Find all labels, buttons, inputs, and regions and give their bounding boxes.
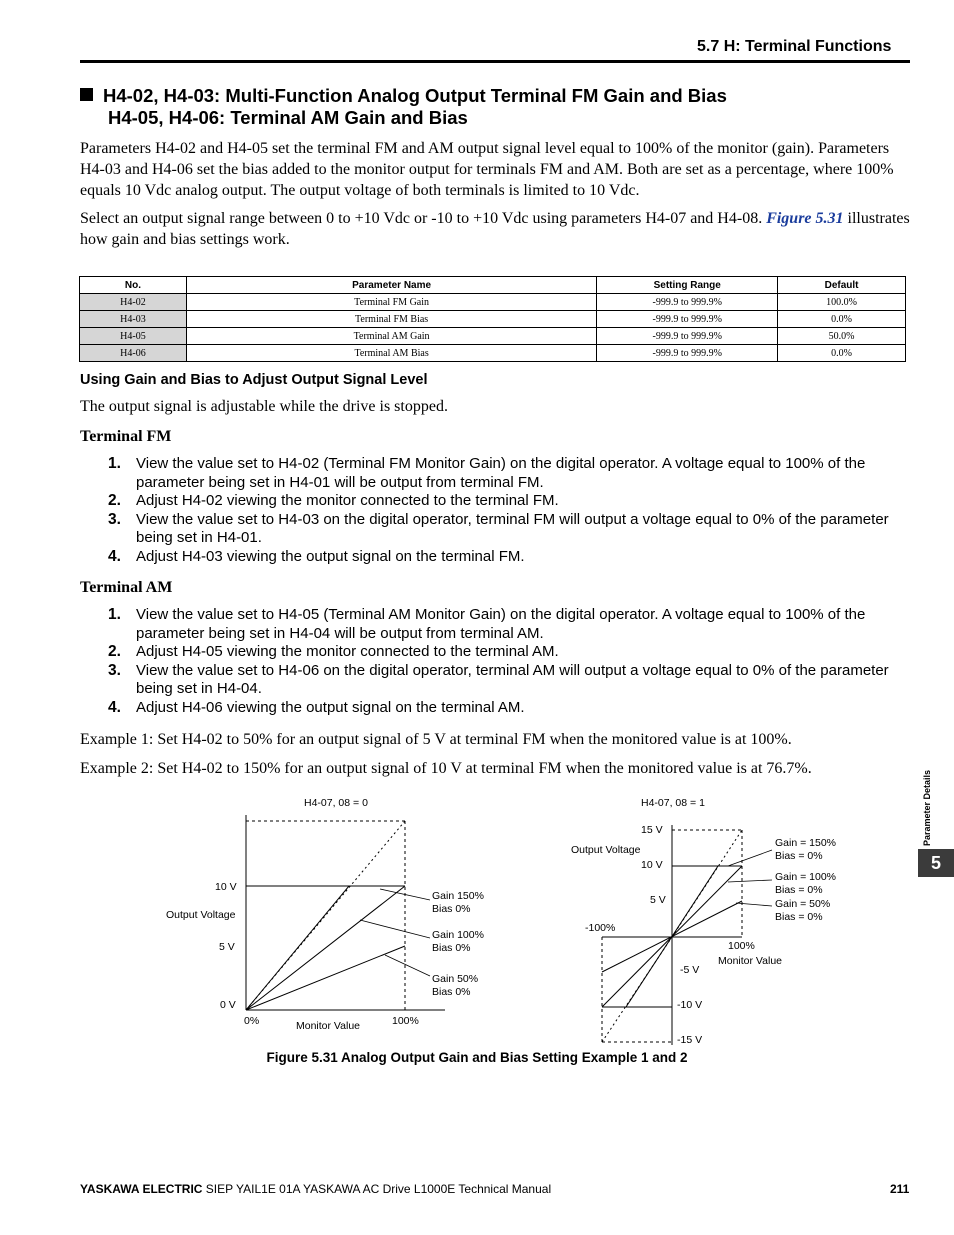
step-number: 4. (108, 547, 121, 565)
right-chart (571, 797, 836, 1046)
left-ytick-10v: 10 V (215, 881, 237, 893)
using-text: The output signal is adjustable while the drive is stopped. (80, 398, 448, 415)
left-xtick-100: 100% (392, 1015, 419, 1027)
intro-p2-post: illustrates how gain and bias settings work. (80, 210, 910, 248)
list-item (80, 548, 910, 567)
column-header: Setting Range (597, 277, 778, 294)
right-label-bias50: Bias = 0% (775, 911, 823, 923)
left-ytick-5v: 5 V (219, 941, 235, 953)
list-item (80, 492, 910, 511)
list-item (80, 606, 910, 643)
gain-bias-figure (0, 780, 954, 1050)
step-text: View the value set to H4-02 (Terminal FM Monitor Gain) on the digital operator. A voltage equal to 100% of the parameter being set in H4-01 will be output from terminal FM. (136, 455, 866, 491)
left-ytick-0v: 0 V (220, 999, 236, 1011)
left-callout-150 (380, 889, 430, 900)
param-no: H4-02 (80, 294, 187, 311)
right-ytick-neg10v: -10 V (677, 999, 703, 1011)
param-no: H4-03 (80, 311, 187, 328)
right-ylabel: Output Voltage (571, 844, 641, 856)
param-default: 0.0% (778, 311, 906, 328)
column-header: No. (80, 277, 187, 294)
table-header-row (80, 277, 906, 294)
table-row (80, 294, 906, 311)
step-number: 1. (108, 606, 121, 623)
list-item (80, 699, 910, 718)
subsection-heading: Using Gain and Bias to Adjust Output Signal Level (80, 372, 428, 388)
step-text: View the value set to H4-06 on the digital operator, terminal AM will output a voltage equal to 0% of the parameter being set in H4-04. (136, 661, 889, 697)
header-rule (80, 60, 910, 63)
param-name: Terminal FM Bias (186, 311, 596, 328)
param-default: 100.0% (778, 294, 906, 311)
table-row (80, 345, 906, 362)
step-number: 3. (108, 510, 121, 528)
right-xtick-100: 100% (728, 940, 755, 952)
left-gain50-line (246, 946, 405, 1010)
title-line1: H4-02, H4-03: Multi-Function Analog Output Terminal FM Gain and Bias (103, 85, 727, 106)
terminal-fm-steps (80, 455, 910, 566)
terminal-fm-heading: Terminal FM (80, 428, 172, 445)
square-bullet-icon (80, 88, 93, 101)
section-title (80, 85, 727, 129)
step-text: Adjust H4-03 viewing the output signal on the terminal FM. (136, 547, 525, 565)
terminal-am-heading: Terminal AM (80, 579, 173, 596)
figure-caption: Figure 5.31 Analog Output Gain and Bias Setting Example 1 and 2 (266, 1050, 688, 1065)
right-label-bias100: Bias = 0% (775, 884, 823, 896)
terminal-am-steps (80, 606, 910, 717)
intro-paragraph-1: Parameters H4-02 and H4-05 set the terminal FM and AM output signal level equal to 100% of the monitor (gain). Parameters H4-03 and H4-06 set the bias added to the monitor output for terminals FM and AM. Both are set as a percentage, where 100% equals 10 Vdc analog output. The output voltage of both terminals is limited to 10 Vdc. (80, 140, 894, 199)
left-xlabel: Monitor Value (296, 1020, 361, 1032)
right-xtick-neg100: -100% (585, 922, 616, 934)
left-gain100-line (246, 886, 405, 1010)
left-label-bias100: Bias 0% (432, 942, 471, 954)
column-header: Parameter Name (186, 277, 596, 294)
left-chart (166, 797, 484, 1032)
right-ytick-5v: 5 V (650, 894, 666, 906)
param-default: 0.0% (778, 345, 906, 362)
left-xtick-0: 0% (244, 1015, 260, 1027)
page-number: 211 (890, 1182, 910, 1196)
step-text: View the value set to H4-03 on the digital operator, terminal FM will output a voltage equal to 0% of the parameter being set in H4-01. (136, 510, 889, 546)
left-label-gain150: Gain 150% (432, 890, 484, 902)
right-label-gain150: Gain = 150% (775, 837, 837, 849)
table-row (80, 328, 906, 345)
footer-brand: YASKAWA ELECTRIC (80, 1182, 203, 1196)
footer (80, 1182, 551, 1196)
intro-p2-text: Select an output signal range between 0 to +10 Vdc or -10 to +10 Vdc using parameters H4-07 and H4-08. (80, 210, 763, 227)
right-callout-50 (736, 903, 772, 906)
side-tab-label: Parameter Details (922, 769, 932, 846)
title-line2: H4-05, H4-06: Terminal AM Gain and Bias (108, 107, 468, 128)
left-callout-50 (385, 955, 430, 976)
right-callout-100 (728, 880, 772, 882)
left-ylabel: Output Voltage (166, 909, 236, 921)
example-1: Example 1: Set H4-02 to 50% for an output signal of 5 V at terminal FM when the monitored value is at 100%. (80, 731, 792, 748)
param-name: Terminal AM Bias (186, 345, 596, 362)
left-chart-title: H4-07, 08 = 0 (304, 797, 368, 809)
footer-doc: SIEP YAIL1E 01A YASKAWA AC Drive L1000E Technical Manual (202, 1182, 552, 1196)
right-label-gain50: Gain = 50% (775, 898, 831, 910)
intro-paragraph-2 (80, 208, 910, 250)
right-label-bias150: Bias = 0% (775, 850, 823, 862)
right-xlabel: Monitor Value (718, 955, 783, 967)
right-ytick-neg5v: -5 V (680, 964, 700, 976)
list-item (80, 511, 910, 548)
right-ytick-neg15v: -15 V (677, 1034, 703, 1046)
chapter-tab[interactable]: 5 (918, 849, 954, 877)
right-label-gain100: Gain = 100% (775, 871, 837, 883)
param-name: Terminal FM Gain (186, 294, 596, 311)
left-label-bias50: Bias 0% (432, 986, 471, 998)
section-header: 5.7 H: Terminal Functions (697, 38, 892, 55)
step-text: Adjust H4-02 viewing the monitor connected to the terminal FM. (136, 492, 559, 509)
step-text: Adjust H4-05 viewing the monitor connected to the terminal AM. (136, 643, 559, 660)
left-label-gain50: Gain 50% (432, 973, 479, 985)
step-number: 2. (108, 643, 121, 660)
step-text: View the value set to H4-05 (Terminal AM Monitor Gain) on the digital operator. A voltage equal to 100% of the parameter being set in H4-04 will be output from terminal AM. (136, 606, 866, 642)
example-2: Example 2: Set H4-02 to 150% for an output signal of 10 V at terminal FM when the monitored value is at 76.7%. (80, 760, 812, 777)
right-chart-title: H4-07, 08 = 1 (641, 797, 705, 809)
table-row (80, 311, 906, 328)
left-label-bias150: Bias 0% (432, 903, 471, 915)
list-item (80, 455, 910, 492)
param-no: H4-06 (80, 345, 187, 362)
param-range: -999.9 to 999.9% (597, 328, 778, 345)
parameter-table (79, 276, 906, 362)
figure-link[interactable]: Figure 5.31 (766, 210, 844, 227)
param-range: -999.9 to 999.9% (597, 311, 778, 328)
param-name: Terminal AM Gain (186, 328, 596, 345)
left-label-gain100: Gain 100% (432, 929, 484, 941)
right-callout-150 (728, 850, 772, 866)
step-number: 2. (108, 492, 121, 509)
left-gain150-line (246, 886, 349, 1010)
param-range: -999.9 to 999.9% (597, 294, 778, 311)
param-no: H4-05 (80, 328, 187, 345)
param-range: -999.9 to 999.9% (597, 345, 778, 362)
column-header: Default (778, 277, 906, 294)
right-ytick-10v: 10 V (641, 859, 663, 871)
right-ytick-15v: 15 V (641, 824, 663, 836)
param-default: 50.0% (778, 328, 906, 345)
list-item (80, 662, 910, 699)
left-callout-100 (360, 920, 430, 938)
step-number: 3. (108, 661, 121, 679)
list-item (80, 643, 910, 662)
step-number: 1. (108, 455, 121, 472)
step-text: Adjust H4-06 viewing the output signal on the terminal AM. (136, 698, 525, 716)
step-number: 4. (108, 698, 121, 716)
